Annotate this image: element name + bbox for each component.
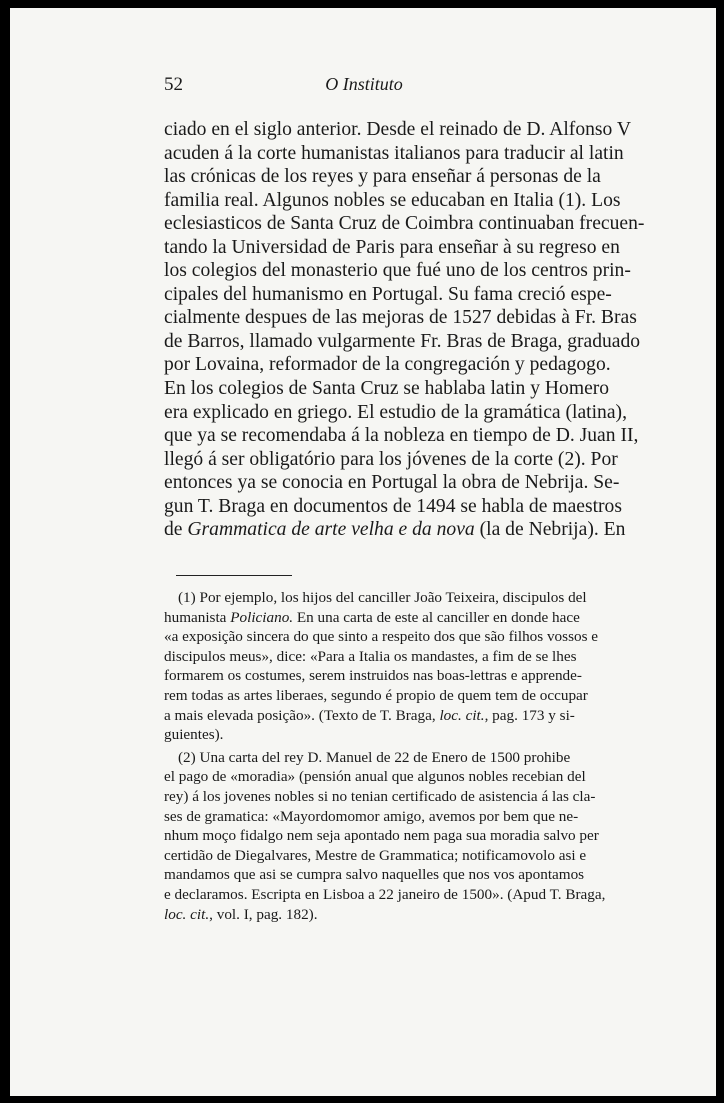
text-line: acuden á la corte humanistas italianos para traducir al latin <box>164 142 624 164</box>
footnotes <box>164 588 606 924</box>
footnote-line: nhum moço fidalgo nem seja apontado nem paga sua moradia salvo per <box>164 827 599 845</box>
text-line-last <box>164 518 626 542</box>
footnote-2 <box>164 748 606 924</box>
text-line: familia real. Algunos nobles se educaban en Italia (1). Los <box>164 189 621 211</box>
book-page <box>10 8 716 1096</box>
text-line: ciado en el siglo anterior. Desde el reinado de D. Alfonso V <box>164 119 632 140</box>
text-line: gun T. Braga en documentos de 1494 se habla de maestros <box>164 495 622 517</box>
footnote-line: e declaramos. Escripta en Lisboa a 22 janeiro de 1500». (Apud T. Braga, <box>164 885 606 903</box>
running-title: O Instituto <box>325 74 403 94</box>
footnote-line: formarem os costumes, serem instruidos nas boas-lettras e apprende- <box>164 667 582 685</box>
footnote-line: rey) á los jovenes nobles si no tenian certificado de asistencia á las cla- <box>164 787 596 805</box>
page-number: 52 <box>164 74 183 95</box>
footnote-line: (2) Una carta del rey D. Manuel de 22 de Enero de 1500 prohibe <box>178 748 571 766</box>
text-line: cialmente despues de las mejoras de 1527 debidas à Fr. Bras <box>164 307 637 329</box>
footnote-line: discipulos meus», dice: «Para a Italia os mandastes, a fim de se lhes <box>164 647 577 665</box>
footnote-separator <box>176 575 292 576</box>
text-line: de Barros, llamado vulgarmente Fr. Bras de Braga, graduado <box>164 330 641 352</box>
text-line: En los colegios de Santa Cruz se hablaba latin y Homero <box>164 378 610 400</box>
text-fragment: , pag. 173 y si- <box>484 706 575 724</box>
footnote-1 <box>164 588 599 745</box>
text-line: por Lovaina, reformador de la congregación y pedagogo. <box>164 354 611 376</box>
text-line: entonces ya se conocia en Portugal la obra de Nebrija. Se- <box>164 472 620 494</box>
footnote-line <box>164 608 580 628</box>
footnote-line: rem todas as artes liberaes, segundo é propio de quem tem de occupar <box>164 686 588 704</box>
footnote-line: (1) Por ejemplo, los hijos del canciller João Teixeira, discipulos del <box>178 589 587 606</box>
text-line: eclesiasticos de Santa Cruz de Coimbra continuaban frecuen- <box>164 213 645 235</box>
footnote-line: guientes). <box>164 726 224 744</box>
page-header <box>164 74 564 98</box>
italic-citation: loc. cit. <box>164 905 210 923</box>
footnote-line <box>164 706 575 726</box>
text-fragment: humanista <box>164 608 231 626</box>
text-line: era explicado en griego. El estudio de la gramática (latina), <box>164 401 627 423</box>
text-line: los colegios del monasterio que fué uno de los centros prin- <box>164 260 631 282</box>
text-fragment: En una carta de este al canciller en donde hace <box>293 608 580 626</box>
text-line: que ya se recomendaba á la nobleza en tiempo de D. Juan II, <box>164 425 639 447</box>
footnote-line: «a exposição sincera do que sinto a respeito dos que são filhos vossos e <box>164 628 599 646</box>
italic-name: Policiano. <box>230 608 294 626</box>
italic-title: Grammatica de arte velha e da nova <box>187 519 475 541</box>
text-line: las crónicas de los reyes y para enseñar á personas de la <box>164 166 601 188</box>
italic-citation: loc. cit. <box>439 706 485 724</box>
text-fragment: , vol. I, pag. 182). <box>209 905 318 923</box>
text-fragment: a mais elevada posição». (Texto de T. Braga, <box>164 706 440 724</box>
text-fragment: de <box>164 519 188 541</box>
text-line: llegó á ser obligatório para los jóvenes de la corte (2). Por <box>164 448 618 470</box>
text-line: cipales del humanismo en Portugal. Su fama creció espe- <box>164 283 612 305</box>
footnote-line: el pago de «moradia» (pensión anual que algunos nobles recebian del <box>164 768 586 786</box>
main-text <box>164 118 645 542</box>
text-fragment: (la de Nebrija). En <box>474 519 626 541</box>
footnote-line: ses de gramatica: «Mayordomomor amigo, avemos por bem que ne- <box>164 807 579 825</box>
footnote-line: certidão de Diegalvares, Mestre de Grammatica; notificamovolo asi e <box>164 846 587 864</box>
text-line: tando la Universidad de Paris para enseñar à su regreso en <box>164 236 620 258</box>
footnote-line <box>164 905 566 925</box>
footnote-line: mandamos que asi se cumpra salvo naquelles que nos vos apontamos <box>164 866 585 884</box>
